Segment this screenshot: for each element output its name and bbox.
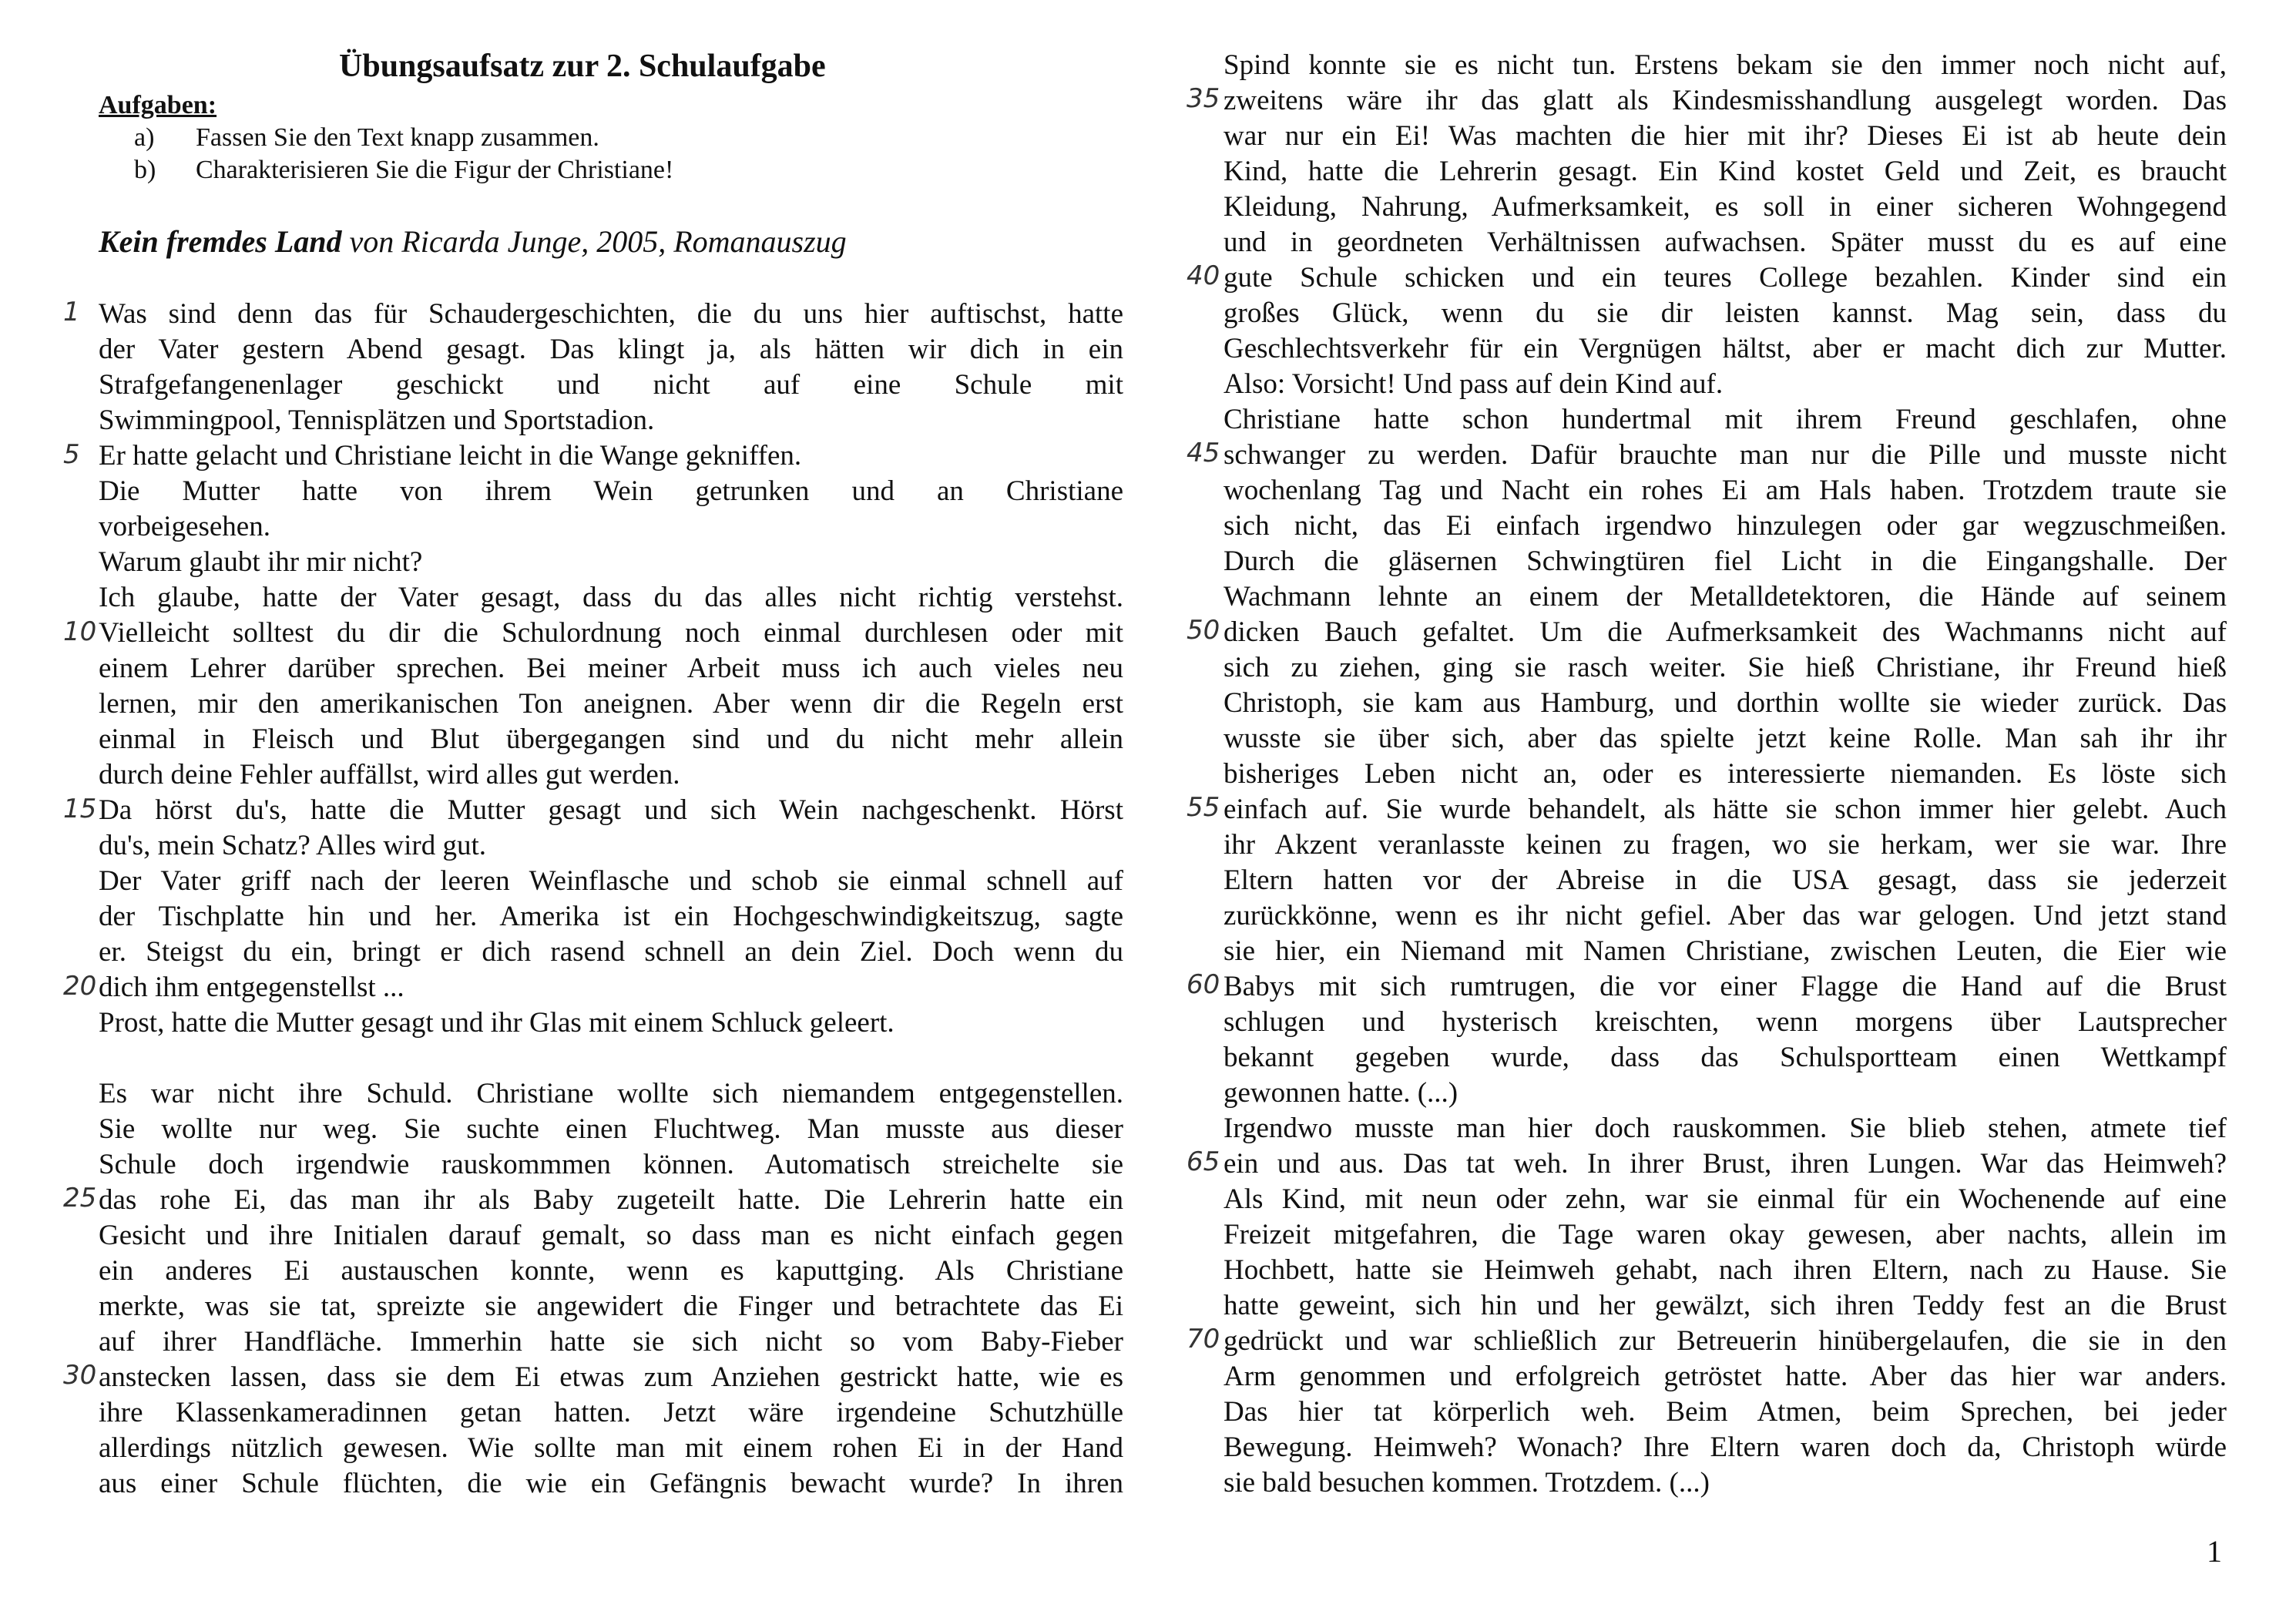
text-line: dicken Bauch gefaltet. Um die Aufmerksamkeit des Wachmanns nicht auf <box>1224 616 2227 648</box>
source-details: von Ricarda Junge, 2005, Romanauszug <box>341 224 847 259</box>
text-line: einfach auf. Sie wurde behandelt, als hätte sie schon immer hier gelebt. Auch <box>1224 794 2227 825</box>
source-title: Kein fremdes Land <box>99 224 342 259</box>
margin-line-number: 1 <box>63 297 80 327</box>
text-line: war nur ein Ei! Was machten die hier mit ihr? Dieses Ei ist ab heute dein <box>1224 120 2227 152</box>
margin-line-number: 20 <box>63 971 97 1002</box>
text-line: Die Mutter hatte von ihrem Wein getrunken und an Christiane <box>99 475 1123 507</box>
margin-line-number: 50 <box>1187 615 1220 646</box>
text-line: ihre Klassenkameradinnen getan hatten. Jetzt wäre irgendeine Schutzhülle <box>99 1397 1123 1428</box>
task-text: Fassen Sie den Text knapp zusammen. <box>196 123 599 152</box>
text-line: anstecken lassen, dass sie dem Ei etwas zum Anziehen gestrickt hatte, wie es <box>99 1361 1123 1393</box>
text-line: auf ihrer Handfläche. Immerhin hatte sie sich nicht so vom Baby-Fieber <box>99 1326 1123 1358</box>
text-line: Strafgefangenenlager geschickt und nicht auf eine Schule mit <box>99 369 1123 401</box>
text-line: Bewegung. Heimweh? Wonach? Ihre Eltern waren doch da, Christoph würde <box>1224 1432 2227 1463</box>
text-line: bekannt gegeben wurde, dass das Schulsportteam einen Wettkampf <box>1224 1042 2227 1073</box>
text-line: schwanger zu werden. Dafür brauchte man nur die Pille und musste nicht <box>1224 439 2227 471</box>
text-line: wochenlang Tag und Nacht ein rohes Ei am Hals haben. Trotzdem traute sie <box>1224 475 2227 506</box>
text-line: wusste sie über sich, aber das spielte jetzt keine Rolle. Man sah ihr ihr <box>1224 723 2227 754</box>
task-item <box>134 123 599 153</box>
text-line: Arm genommen und erfolgreich getröstet hatte. Aber das hier war anders. <box>1224 1361 2227 1392</box>
text-line: Kind, hatte die Lehrerin gesagt. Ein Kind kostet Geld und Zeit, es braucht <box>1224 156 2227 187</box>
text-line: Der Vater griff nach der leeren Weinflasche und schob sie einmal schnell auf <box>99 865 1123 897</box>
source-line <box>99 223 847 260</box>
text-line: Christiane hatte schon hundertmal mit ihrem Freund geschlafen, ohne <box>1224 404 2227 435</box>
text-line: der Tischplatte hin und her. Amerika ist ein Hochgeschwindigkeitszug, sagte <box>99 901 1123 932</box>
text-line: Sie wollte nur weg. Sie suchte einen Fluchtweg. Man musste aus dieser <box>99 1113 1123 1145</box>
text-line: Wachmann lehnte an einem der Metalldetektoren, die Hände auf seinem <box>1224 581 2227 613</box>
text-line: dich ihm entgegenstellst ... <box>99 972 404 1003</box>
margin-line-number: 35 <box>1187 83 1220 114</box>
text-line: Was sind denn das für Schaudergeschichten, die du uns hier auftischst, hatte <box>99 298 1123 330</box>
text-line: merkte, was sie tat, spreizte sie angewidert die Finger und betrachtete das Ei <box>99 1291 1123 1322</box>
margin-line-number: 55 <box>1187 792 1220 823</box>
task-item <box>134 156 673 185</box>
text-line: Kleidung, Nahrung, Aufmerksamkeit, es soll in einer sicheren Wohngegend <box>1224 191 2227 223</box>
text-line: Vielleicht solltest du dir die Schulordnung noch einmal durchlesen oder mit <box>99 617 1123 649</box>
task-label: b) <box>134 156 156 184</box>
text-line: allerdings nützlich gewesen. Wie sollte man mit einem rohen Ei in der Hand <box>99 1432 1123 1464</box>
margin-line-number: 25 <box>63 1183 97 1213</box>
text-line: hatte geweint, sich hin und her gewälzt, sich ihren Teddy fest an die Brust <box>1224 1290 2227 1321</box>
margin-line-number: 30 <box>63 1360 97 1391</box>
text-line: Christoph, sie kam aus Hamburg, und dorthin wollte sie wieder zurück. Das <box>1224 687 2227 719</box>
text-line: ein und aus. Das tat weh. In ihrer Brust, ihren Lungen. War das Heimweh? <box>1224 1148 2227 1180</box>
margin-line-number: 70 <box>1187 1324 1220 1354</box>
text-line: Gesicht und ihre Initialen darauf gemalt, so dass man es nicht einfach gegen <box>99 1220 1123 1251</box>
text-line: ein anderes Ei austauschen konnte, wenn es kaputtging. Als Christiane <box>99 1255 1123 1287</box>
text-line: Da hörst du's, hatte die Mutter gesagt und sich Wein nachgeschenkt. Hörst <box>99 794 1123 826</box>
margin-line-number: 60 <box>1187 969 1220 1000</box>
page-number: 1 <box>2207 1534 2222 1569</box>
text-line: Hochbett, hatte sie Heimweh gehabt, nach ihren Eltern, nach zu Hause. Sie <box>1224 1254 2227 1286</box>
text-line: Babys mit sich rumtrugen, die vor einer Flagge die Hand auf die Brust <box>1224 971 2227 1002</box>
text-line: ihr Akzent veranlasste keinen zu fragen, wo sie herkam, wer sie war. Ihre <box>1224 829 2227 861</box>
text-line: sich zu ziehen, ging sie rasch weiter. Sie hieß Christiane, ihr Freund hieß <box>1224 652 2227 683</box>
margin-line-number: 15 <box>63 794 97 824</box>
text-line: zurückkönne, wenn es ihr nicht gefiel. Aber das war gelogen. Und jetzt stand <box>1224 900 2227 931</box>
text-line: Schule doch irgendwie rauskommmen können. Automatisch streichelte sie <box>99 1149 1123 1180</box>
task-label: a) <box>134 123 155 152</box>
text-line: Freizeit mitgefahren, die Tage waren okay gewesen, aber nachts, allein im <box>1224 1219 2227 1250</box>
text-line: sich nicht, das Ei einfach irgendwo hinzulegen oder gar wegzuschmeißen. <box>1224 510 2227 542</box>
text-line: und in geordneten Verhältnissen aufwachsen. Später musst du es auf eine <box>1224 227 2227 258</box>
text-line: großes Glück, wenn du sie dir leisten kannst. Mag sein, dass du <box>1224 297 2227 329</box>
text-line: Er hatte gelacht und Christiane leicht in die Wange gekniffen. <box>99 440 802 472</box>
text-line: sie hier, ein Niemand mit Namen Christiane, zwischen Leuten, die Eier wie <box>1224 935 2227 967</box>
text-line: Warum glaubt ihr mir nicht? <box>99 546 423 578</box>
task-text: Charakterisieren Sie die Figur der Christiane! <box>196 156 674 184</box>
text-line: gedrückt und war schließlich zur Betreuerin hinübergelaufen, die sie in den <box>1224 1325 2227 1357</box>
text-line: gute Schule schicken und ein teures College bezahlen. Kinder sind ein <box>1224 262 2227 294</box>
text-line: Als Kind, mit neun oder zehn, war sie einmal für ein Wochenende auf eine <box>1224 1183 2227 1215</box>
text-line: Eltern hatten vor der Abreise in die USA gesagt, dass sie jederzeit <box>1224 864 2227 896</box>
text-line: gewonnen hatte. (...) <box>1224 1077 1458 1109</box>
text-line: zweitens wäre ihr das glatt als Kindesmisshandlung ausgelegt worden. Das <box>1224 85 2227 116</box>
text-line: Swimmingpool, Tennisplätzen und Sportstadion. <box>99 404 655 436</box>
text-line: sie bald besuchen kommen. Trotzdem. (...) <box>1224 1467 1710 1499</box>
margin-line-number: 65 <box>1187 1146 1220 1177</box>
text-line: der Vater gestern Abend gesagt. Das klingt ja, als hätten wir dich in ein <box>99 334 1123 365</box>
text-line: Durch die gläsernen Schwingtüren fiel Licht in die Eingangshalle. Der <box>1224 545 2227 577</box>
text-line: Irgendwo musste man hier doch rauskommen. Sie blieb stehen, atmete tief <box>1224 1113 2227 1144</box>
text-line: du's, mein Schatz? Alles wird gut. <box>99 830 487 861</box>
text-line: Spind konnte sie es nicht tun. Erstens bekam sie den immer noch nicht auf, <box>1224 49 2227 81</box>
text-line: schlugen und hysterisch kreischten, wenn morgens über Lautsprecher <box>1224 1006 2227 1038</box>
text-line: lernen, mir den amerikanischen Ton aneignen. Aber wenn dir die Regeln erst <box>99 688 1123 720</box>
text-line: vorbeigesehen. <box>99 511 270 542</box>
text-line: durch deine Fehler auffällst, wird alles gut werden. <box>99 759 680 790</box>
text-line: Es war nicht ihre Schuld. Christiane wollte sich niemandem entgegenstellen. <box>99 1078 1123 1109</box>
text-line: aus einer Schule flüchten, die wie ein Gefängnis bewacht wurde? In ihren <box>99 1468 1123 1499</box>
text-line: Prost, hatte die Mutter gesagt und ihr Glas mit einem Schluck geleert. <box>99 1007 895 1039</box>
text-line: Ich glaube, hatte der Vater gesagt, dass du das alles nicht richtig verstehst. <box>99 582 1123 613</box>
text-line: er. Steigst du ein, bringt er dich rasend schnell an dein Ziel. Doch wenn du <box>99 936 1123 968</box>
text-line: bisheriges Leben nicht an, oder es interessierte niemanden. Es löste sich <box>1224 758 2227 790</box>
margin-line-number: 5 <box>63 439 80 470</box>
text-line: Das hier tat körperlich weh. Beim Atmen, beim Sprechen, bei jeder <box>1224 1396 2227 1428</box>
text-line: einmal in Fleisch und Blut übergegangen sind und du nicht mehr allein <box>99 723 1123 755</box>
text-line: einem Lehrer darüber sprechen. Bei meiner Arbeit muss ich auch vieles neu <box>99 653 1123 684</box>
margin-line-number: 10 <box>63 616 97 647</box>
text-line: das rohe Ei, das man ihr als Baby zugeteilt hatte. Die Lehrerin hatte ein <box>99 1184 1123 1216</box>
margin-line-number: 45 <box>1187 438 1220 468</box>
text-line: Geschlechtsverkehr für ein Vergnügen hältst, aber er macht dich zur Mutter. <box>1224 333 2227 364</box>
page-title: Übungsaufsatz zur 2. Schulaufgabe <box>339 49 826 84</box>
text-line: Also: Vorsicht! Und pass auf dein Kind auf. <box>1224 368 1724 400</box>
tasks-heading: Aufgaben: <box>99 91 217 119</box>
margin-line-number: 40 <box>1187 260 1220 291</box>
